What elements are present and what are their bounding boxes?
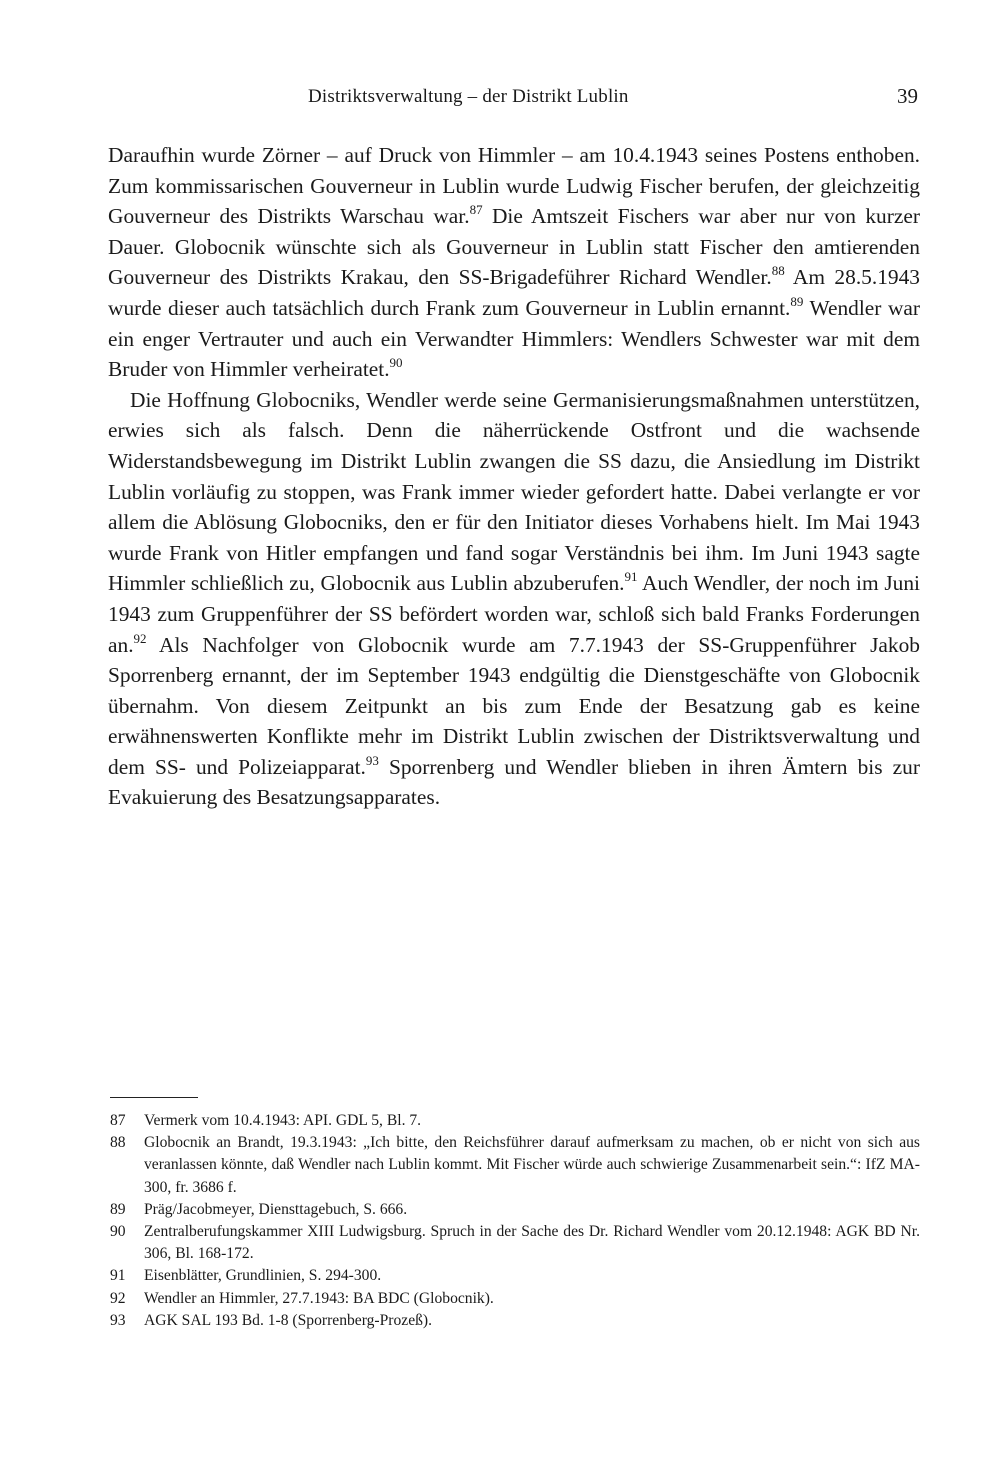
paragraph-text: Als Nachfolger von Globocnik wurde am 7.7.1943 der SS-Gruppenführer Jakob Sporrenberg ernannt, der im September 1943 endgültig die Dienstgeschäfte von Globocnik übernahm. Von diesem Zeitpunkt an bis zum Ende der Besatzung gab es keine erwähnenswerten Konflikte mehr im Distrikt Lublin zwischen der Distriktsverwaltung und dem SS- und Polizeiapparat. — [108, 632, 920, 779]
footnote-text: Globocnik an Brandt, 19.3.1943: „Ich bitte, den Reichsführer darauf aufmerksam zu machen, ob er nicht von sich aus veranlassen könnte, daß Wendler nach Lublin kommt. Mit Fischer würde auch schwierige Zusammenarbeit sein.“: IfZ MA-300, fr. 3686 f. — [144, 1134, 920, 1196]
footnote-92 — [108, 1288, 920, 1310]
paragraph-2 — [108, 385, 920, 813]
footnote-number: 93 — [110, 1311, 126, 1329]
page-number: 39 — [897, 84, 918, 108]
footnote-88 — [108, 1132, 920, 1199]
paragraph-1 — [108, 140, 920, 385]
footnote-number: 87 — [110, 1112, 126, 1129]
footnotes — [108, 1110, 920, 1332]
footnote-number: 88 — [110, 1134, 126, 1152]
footnote-ref-92[interactable]: 92 — [133, 630, 147, 646]
book-page — [108, 0, 920, 1457]
paragraph-text: Auch Wendler, der noch im Juni 1943 zum Gruppenführer der SS befördert worden war, schloß sich bald Franks Forderungen an. — [108, 571, 920, 657]
footnote-number: 92 — [110, 1289, 126, 1307]
running-title: Distriktsverwaltung – der Distrikt Lublin — [308, 86, 629, 107]
footnote-ref-88[interactable]: 88 — [771, 263, 785, 279]
footnote-ref-87[interactable]: 87 — [469, 202, 483, 218]
footnote-90 — [108, 1221, 920, 1265]
footnote-number: 91 — [110, 1267, 126, 1285]
footnote-number: 89 — [110, 1200, 126, 1218]
footnote-ref-89[interactable]: 89 — [790, 293, 804, 309]
footnote-ref-93[interactable]: 93 — [365, 752, 379, 768]
paragraph-text: Am 28.5.1943 wurde dieser auch tatsächlich durch Frank zum Gouverneur in Lublin ernannt. — [108, 265, 920, 320]
footnote-87 — [108, 1110, 920, 1132]
footnote-91 — [108, 1265, 920, 1287]
footnote-text: Vermerk vom 10.4.1943: API. GDL 5, Bl. 7. — [144, 1112, 422, 1129]
paragraph-text: Daraufhin wurde Zörner – auf Druck von Himmler – am 10.4.1943 seines Postens enthoben. Zum kommissarischen Gouverneur in Lublin wurde Ludwig Fischer berufen, der gleichzeitig Gouverneur des Distrikts Warschau war. — [108, 143, 920, 229]
footnote-text: Wendler an Himmler, 27.7.1943: BA BDC (Globocnik). — [144, 1289, 494, 1307]
footnote-89 — [108, 1199, 920, 1221]
paragraph-text: Die Amtszeit Fischers war aber nur von kurzer Dauer. Globocnik wünschte sich als Gouverneur in Lublin statt Fischer den amtierenden Gouverneur des Distrikts Krakau, den SS-Brigadeführer Richard Wendler. — [108, 204, 920, 290]
footnote-ref-91[interactable]: 91 — [624, 569, 638, 585]
footnote-number: 90 — [110, 1223, 126, 1241]
paragraph-text: Wendler war ein enger Vertrauter und auch ein Verwandter Himmlers: Wendlers Schwester war mit dem Bruder von Himmler verheiratet. — [108, 295, 921, 382]
footnote-93 — [108, 1310, 920, 1332]
footnote-ref-90[interactable]: 90 — [389, 355, 403, 371]
footnote-text: Präg/Jacobmeyer, Diensttagebuch, S. 666. — [144, 1200, 408, 1218]
footnote-text: Zentralberufungskammer XIII Ludwigsburg. Spruch in der Sache des Dr. Richard Wendler vom 20.12.1948: AGK BD Nr. 306, Bl. 168-172. — [144, 1223, 920, 1263]
running-head — [108, 86, 920, 116]
footnote-text: AGK SAL 193 Bd. 1-8 (Sporrenberg-Prozeß). — [144, 1311, 433, 1329]
paragraph-text: Sporrenberg und Wendler blieben in ihren Ämtern bis zur Evakuierung des Besatzungsapparates. — [108, 754, 920, 810]
paragraph-text: Die Hoffnung Globocniks, Wendler werde seine Germanisierungsmaßnahmen unterstützen, erwies sich als falsch. Denn die näherrückende Ostfront und die wachsende Widerstandsbewegung im Distrikt Lublin zwangen die SS dazu, die Ansiedlung im Distrikt Lublin vorläufig zu stoppen, was Frank immer wieder gefordert hatte. Dabei verlangte er vor allem die Ablösung Globocniks, den er für den Initiator dieses Vorhabens hielt. Im Mai 1943 wurde Frank von Hitler empfangen und fand sogar Verständnis bei ihm. Im Juni 1943 sagte Himmler schließlich zu, Globocnik aus Lublin abzuberufen. — [108, 387, 920, 596]
footnote-divider — [110, 1097, 198, 1098]
body-text — [108, 140, 920, 813]
footnote-text: Eisenblätter, Grundlinien, S. 294-300. — [144, 1267, 382, 1285]
